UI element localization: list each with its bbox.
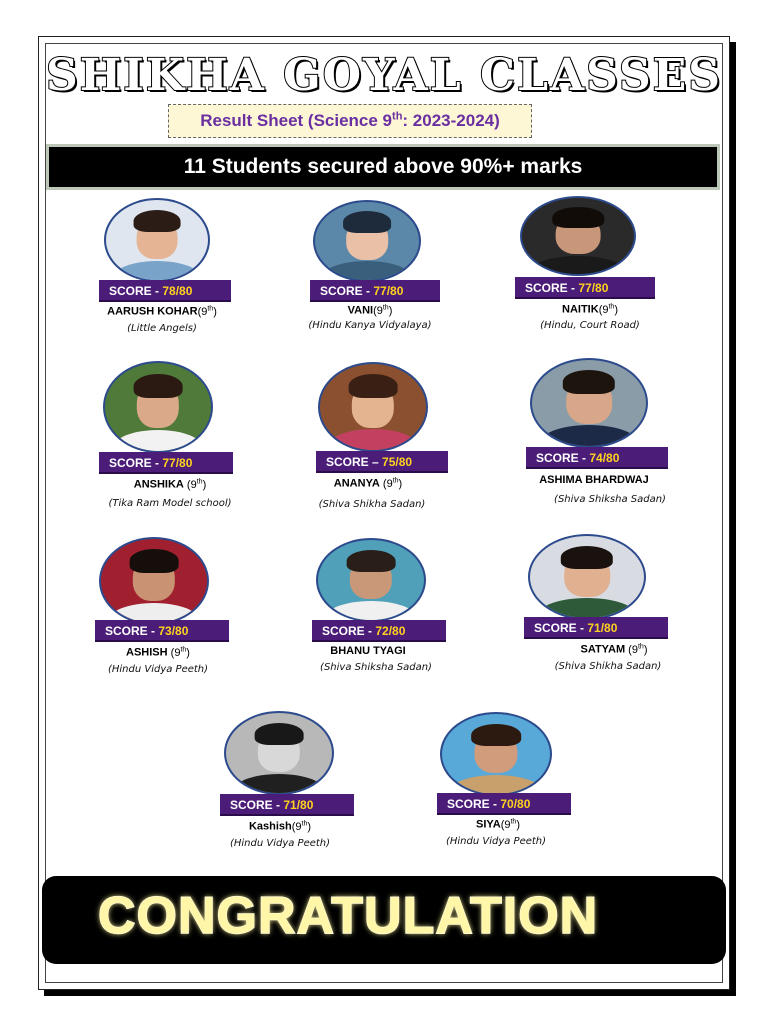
student-name	[268, 645, 468, 657]
grade-open: (9	[183, 478, 197, 491]
student-photo-ashish	[99, 537, 209, 625]
score-label: SCORE -	[230, 798, 284, 812]
score-value: 74/80	[589, 451, 620, 465]
score-label: SCORE -	[109, 284, 163, 298]
grade-close: )	[213, 305, 217, 318]
student-grade	[168, 647, 190, 659]
grade-close: )	[388, 304, 393, 317]
student-photo-naitik	[520, 196, 636, 276]
student-name	[268, 477, 468, 490]
grade-open: (9	[625, 643, 638, 656]
student-name-text: VANI	[347, 304, 374, 317]
grade-open: (9	[598, 303, 609, 316]
student-name-text: ASHISH	[126, 646, 168, 659]
student-school: (Shiva Shikha Sadan)	[554, 661, 662, 672]
score-badge	[524, 617, 668, 639]
grade-close: )	[186, 646, 190, 659]
grade-sup: th	[301, 820, 308, 827]
page-title: SHIKHA GOYAL CLASSES	[45, 50, 723, 101]
score-label: SCORE -	[525, 281, 579, 295]
student-photo-satyam	[528, 534, 646, 620]
score-value: 70/80	[500, 797, 531, 811]
grade-sup: th	[392, 477, 399, 484]
grade-open: (9	[167, 646, 181, 659]
score-label: SCORE –	[326, 455, 383, 469]
subtitle-text-a: Result Sheet (Science 9	[200, 111, 393, 130]
subtitle-sup: th	[392, 110, 403, 123]
student-name-text: AARUSH KOHAR	[107, 305, 198, 318]
student-name	[62, 305, 262, 318]
student-name	[494, 474, 694, 486]
score-badge	[99, 280, 231, 302]
student-name-text: ANSHIKA	[133, 478, 184, 491]
student-name-text: BHANU TYAGI	[330, 645, 406, 657]
student-school: (Hindu Vidya Peeth)	[229, 838, 331, 849]
grade-open: (9	[379, 477, 393, 490]
student-school: (Hindu Kanya Vidyalaya)	[308, 320, 432, 331]
score-label: SCORE -	[534, 621, 588, 635]
score-badge	[220, 794, 354, 816]
student-name	[514, 643, 714, 656]
score-value: 77/80	[162, 456, 193, 470]
student-grade	[184, 479, 206, 491]
grade-close: )	[202, 478, 207, 491]
student-school: (Shiva Shiksha Sadan)	[554, 494, 666, 505]
score-badge	[316, 451, 448, 473]
grade-sup: th	[608, 303, 615, 310]
student-school: (Hindu Vidya Peeth)	[445, 836, 547, 847]
student-photo-kashish	[224, 711, 334, 795]
student-school: (Shiva Shikha Sadan)	[318, 499, 426, 510]
student-grade	[198, 306, 217, 318]
student-grade	[625, 644, 647, 656]
grade-open: (9	[500, 818, 511, 831]
student-photo-vani	[313, 200, 421, 282]
student-name	[270, 304, 470, 317]
student-school: (Shiva Shiksha Sadan)	[320, 662, 432, 673]
grade-sup: th	[637, 643, 644, 650]
result-sheet-subtitle	[168, 104, 532, 138]
student-school: (Hindu Vidya Peeth)	[107, 664, 209, 675]
score-badge	[312, 620, 446, 642]
grade-close: )	[643, 643, 648, 656]
student-grade	[599, 304, 618, 316]
student-school: (Tika Ram Model school)	[108, 498, 232, 509]
score-label: SCORE -	[322, 624, 376, 638]
student-school: (Hindu, Court Road)	[540, 320, 640, 331]
grade-sup: th	[196, 478, 203, 485]
student-name-text: NAITIK	[562, 303, 599, 316]
grade-open: (9	[373, 304, 383, 317]
score-value: 71/80	[283, 798, 314, 812]
student-grade	[380, 478, 402, 490]
score-label: SCORE -	[105, 624, 159, 638]
achievement-banner: 11 Students secured above 90%+ marks	[46, 144, 720, 190]
score-value: 71/80	[587, 621, 618, 635]
score-value: 77/80	[373, 284, 404, 298]
subtitle-text-b: : 2023-2024)	[402, 111, 500, 130]
score-badge	[95, 620, 229, 642]
student-name	[58, 646, 258, 659]
student-grade	[292, 821, 311, 833]
grade-open: (9	[197, 305, 208, 318]
student-photo-ashima	[530, 358, 648, 448]
student-name	[398, 818, 598, 831]
student-name-text: SIYA	[476, 818, 501, 831]
score-label: SCORE -	[536, 451, 590, 465]
score-badge	[515, 277, 655, 299]
score-value: 75/80	[382, 455, 413, 469]
score-badge	[310, 280, 440, 302]
score-label: SCORE -	[109, 456, 163, 470]
grade-sup: th	[207, 305, 214, 312]
score-value: 72/80	[375, 624, 406, 638]
student-name-text: SATYAM	[580, 643, 626, 656]
student-school: (Little Angels)	[127, 323, 197, 334]
student-photo-siya	[440, 712, 552, 796]
grade-sup: th	[382, 304, 389, 311]
grade-sup: th	[180, 646, 187, 653]
student-name-text: Kashish	[248, 820, 292, 833]
student-photo-anshika	[103, 361, 213, 453]
student-name	[490, 303, 690, 316]
student-grade	[501, 819, 520, 831]
student-name-text: ANANYA	[333, 477, 380, 490]
score-value: 73/80	[158, 624, 189, 638]
student-grade	[373, 305, 392, 317]
score-label: SCORE -	[447, 797, 501, 811]
student-photo-ananya	[318, 362, 428, 452]
grade-close: )	[398, 477, 403, 490]
student-name-text: ASHIMA BHARDWAJ	[539, 474, 649, 486]
grade-close: )	[307, 820, 312, 833]
score-value: 77/80	[578, 281, 609, 295]
student-name	[180, 820, 380, 833]
student-name	[70, 478, 270, 491]
score-badge	[526, 447, 668, 469]
student-photo-aarush	[104, 198, 210, 282]
congratulation-banner	[42, 876, 726, 964]
student-photo-bhanu	[316, 538, 426, 622]
score-badge	[99, 452, 233, 474]
congratulation-text: CONGRATULATION	[98, 887, 599, 945]
grade-close: )	[614, 303, 618, 316]
score-value: 78/80	[162, 284, 193, 298]
score-badge	[437, 793, 571, 815]
grade-open: (9	[291, 820, 302, 833]
grade-sup: th	[510, 818, 517, 825]
grade-close: )	[516, 818, 520, 831]
score-label: SCORE -	[320, 284, 374, 298]
